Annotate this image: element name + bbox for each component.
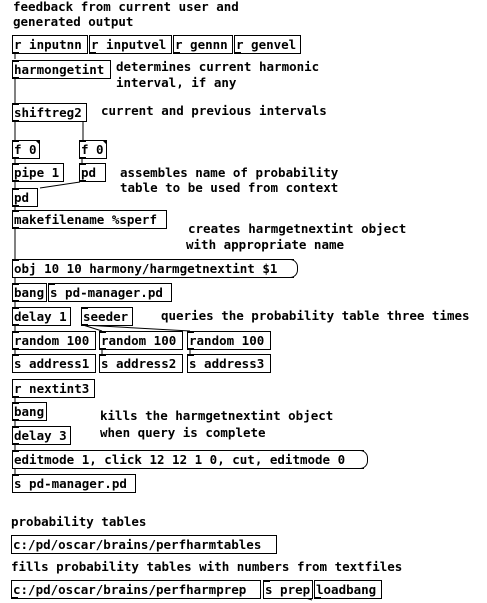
send-prep[interactable]: s prep — [263, 580, 313, 599]
comment-kills-object: kills the harmgetnextint object — [100, 408, 334, 423]
comment-table-context: table to be used from context — [120, 180, 339, 195]
obj-create-message[interactable] — [12, 259, 294, 278]
pd-object-left[interactable]: pd — [12, 188, 38, 207]
comment-determines-harmonic: determines current harmonic — [116, 59, 320, 74]
comment-feedback: feedback from current user and — [13, 0, 239, 14]
float-atom-2[interactable] — [79, 140, 107, 159]
bang-object-2[interactable]: bang — [12, 402, 47, 421]
harmongetint-object[interactable]: harmongetint — [12, 60, 111, 79]
send-address2[interactable]: s address2 — [99, 354, 183, 373]
perfharmprep-subpatch[interactable]: c:/pd/oscar/brains/perfharmprep — [11, 580, 261, 599]
receive-gennn[interactable]: r gennn — [173, 35, 233, 54]
comment-generated-output: generated output — [13, 14, 134, 29]
comment-appropriate-name: with appropriate name — [186, 237, 345, 252]
atom-corner-icon — [102, 140, 107, 145]
pd-object-right[interactable]: pd — [79, 163, 106, 182]
message-flag-icon — [290, 259, 298, 278]
comment-current-previous: current and previous intervals — [101, 103, 327, 118]
send-pd-manager-2[interactable]: s pd-manager.pd — [12, 474, 136, 493]
makefilename-object[interactable]: makefilename %sperf — [12, 210, 167, 229]
atom-corner-icon — [35, 140, 40, 145]
comment-creates-object: creates harmgetnextint object — [188, 221, 407, 236]
float-atom-2-value: f 0 — [81, 142, 104, 157]
delay-3-object[interactable]: delay 3 — [12, 426, 71, 445]
comment-queries-three-times: queries the probability table three times — [161, 308, 470, 323]
obj-create-message-text: obj 10 10 harmony/harmgetnextint $1 — [14, 261, 278, 276]
editmode-message-text: editmode 1, click 12 12 1 0, cut, editmode 0 — [14, 452, 346, 467]
comment-assembles-name: assembles name of probability — [120, 165, 339, 180]
send-address1[interactable]: s address1 — [12, 354, 96, 373]
perfharmtables-subpatch[interactable]: c:/pd/oscar/brains/perfharmtables — [11, 535, 277, 554]
receive-nextint3[interactable]: r nextint3 — [12, 379, 95, 398]
cord — [40, 182, 80, 188]
float-atom-1[interactable] — [12, 140, 40, 159]
receive-inputnn[interactable]: r inputnn — [12, 35, 88, 54]
pipe-1-object[interactable]: pipe 1 — [12, 163, 64, 182]
send-pd-manager-1[interactable]: s pd-manager.pd — [48, 283, 172, 302]
receive-genvel[interactable]: r genvel — [234, 35, 301, 54]
random-100-object-2[interactable]: random 100 — [99, 331, 183, 350]
seeder-object[interactable]: seeder — [81, 307, 133, 326]
loadbang-object[interactable]: loadbang — [314, 580, 382, 599]
random-100-object-3[interactable]: random 100 — [187, 331, 271, 350]
float-atom-1-value: f 0 — [14, 142, 37, 157]
send-address3[interactable]: s address3 — [187, 354, 271, 373]
comment-fills-tables: fills probability tables with numbers from textfiles — [11, 559, 403, 574]
random-100-object-1[interactable]: random 100 — [12, 331, 96, 350]
shiftreg2-object[interactable]: shiftreg2 — [12, 103, 87, 122]
delay-1-object[interactable]: delay 1 — [12, 307, 71, 326]
comment-query-complete: when query is complete — [100, 425, 266, 440]
editmode-message[interactable] — [12, 450, 364, 469]
message-flag-icon — [360, 450, 368, 469]
bang-object-1[interactable]: bang — [12, 283, 47, 302]
comment-probability-tables: probability tables — [11, 514, 147, 529]
comment-interval-if-any: interval, if any — [116, 75, 237, 90]
receive-inputvel[interactable]: r inputvel — [89, 35, 172, 54]
